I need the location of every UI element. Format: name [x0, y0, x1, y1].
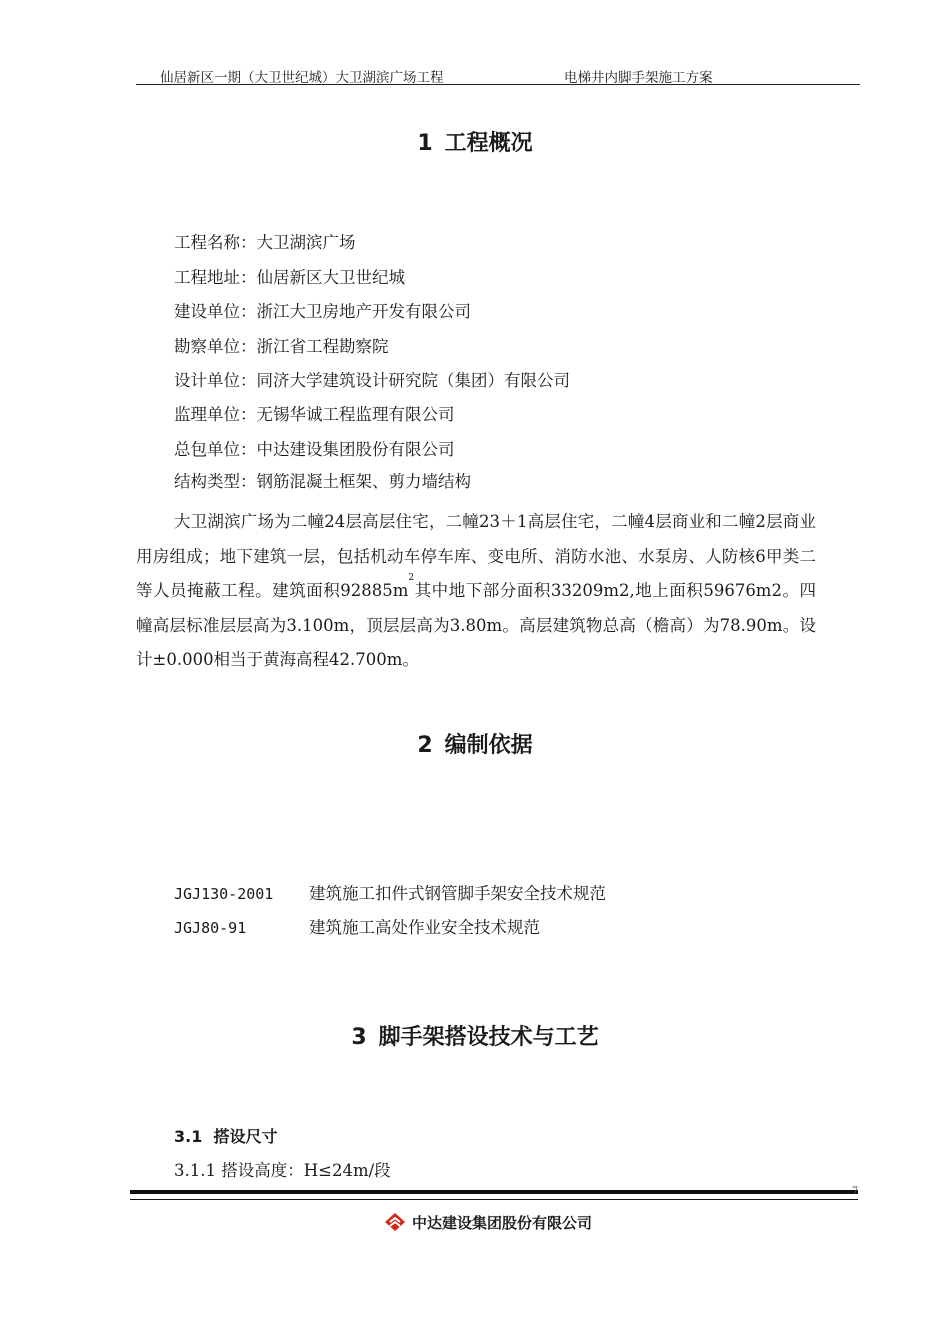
header-document-title: 电梯井内脚手架施工方案 [564, 70, 713, 86]
page-header [136, 66, 860, 84]
section-2-heading [0, 728, 950, 759]
section-1-title: 工程概况 [444, 131, 533, 156]
reference-title: 建筑施工扣件式钢管脚手架安全技术规范 [309, 884, 606, 903]
section-3-number: 3 [351, 1025, 367, 1050]
reference-item [174, 880, 606, 904]
field-client: 建设单位：浙江大卫房地产开发有限公司 [174, 302, 471, 321]
company-logo-icon [384, 1212, 406, 1232]
project-description-paragraph [136, 505, 816, 678]
footer-company-name: 中达建设集团股份有限公司 [412, 1213, 593, 1232]
section-2-number: 2 [417, 733, 433, 758]
reference-code: JGJ130-2001 [174, 885, 274, 903]
field-general-contractor: 总包单位：中达建设集团股份有限公司 [174, 440, 455, 459]
subsection-3-1-number: 3.1 [174, 1127, 203, 1146]
description-part-2: 其中地下部分面积33209m2,地上面积59676m2。四幢高层标准层层高为3.100m，顶层层高为3.80m。高层建筑物总高（檐高）为78.90m。设计±0.000相当于黄海高程42.700m。 [136, 581, 816, 669]
field-project-name: 工程名称：大卫湖滨广场 [174, 233, 356, 252]
section-1-heading [0, 126, 950, 157]
field-survey-unit: 勘察单位：浙江省工程勘察院 [174, 337, 389, 356]
footer-divider-thin [130, 1199, 858, 1200]
section-3-title: 脚手架搭设技术与工艺 [378, 1025, 599, 1050]
section-1-number: 1 [417, 131, 433, 156]
field-design-unit: 设计单位：同济大学建筑设计研究院（集团）有限公司 [174, 371, 570, 390]
reference-title: 建筑施工高处作业安全技术规范 [309, 918, 540, 937]
page-number: 7 [852, 1186, 859, 1197]
header-project-name: 仙居新区一期（大卫世纪城）大卫湖滨广场工程 [160, 70, 444, 86]
field-supervision-unit: 监理单位：无锡华诚工程监理有限公司 [174, 405, 455, 424]
subsection-3-1-title: 搭设尺寸 [213, 1127, 278, 1146]
section-2-title: 编制依据 [444, 733, 533, 758]
reference-item [174, 914, 540, 938]
area-superscript: 2 [408, 573, 415, 583]
reference-code: JGJ80-91 [174, 919, 247, 937]
description-part-1: 大卫湖滨广场为二幢24层高层住宅，二幢23＋1高层住宅，二幢4层商业和二幢2层商业用房组成；地下建筑一层，包括机动车停车库、变电所、消防水池、水泵房、人防核6甲类二等人员掩蔽工程。建筑面积92885m [136, 512, 816, 600]
field-project-address: 工程地址：仙居新区大卫世纪城 [174, 268, 405, 287]
footer-company [384, 1210, 592, 1234]
item-3-1-1: 3.1.1 搭设高度：H≤24m/段 [174, 1161, 391, 1180]
footer-divider-thick [130, 1190, 858, 1194]
header-divider [136, 84, 860, 85]
field-structure-type: 结构类型：钢筋混凝土框架、剪力墙结构 [174, 472, 471, 491]
subsection-3-1-heading [174, 1124, 278, 1147]
section-3-heading [0, 1020, 950, 1051]
